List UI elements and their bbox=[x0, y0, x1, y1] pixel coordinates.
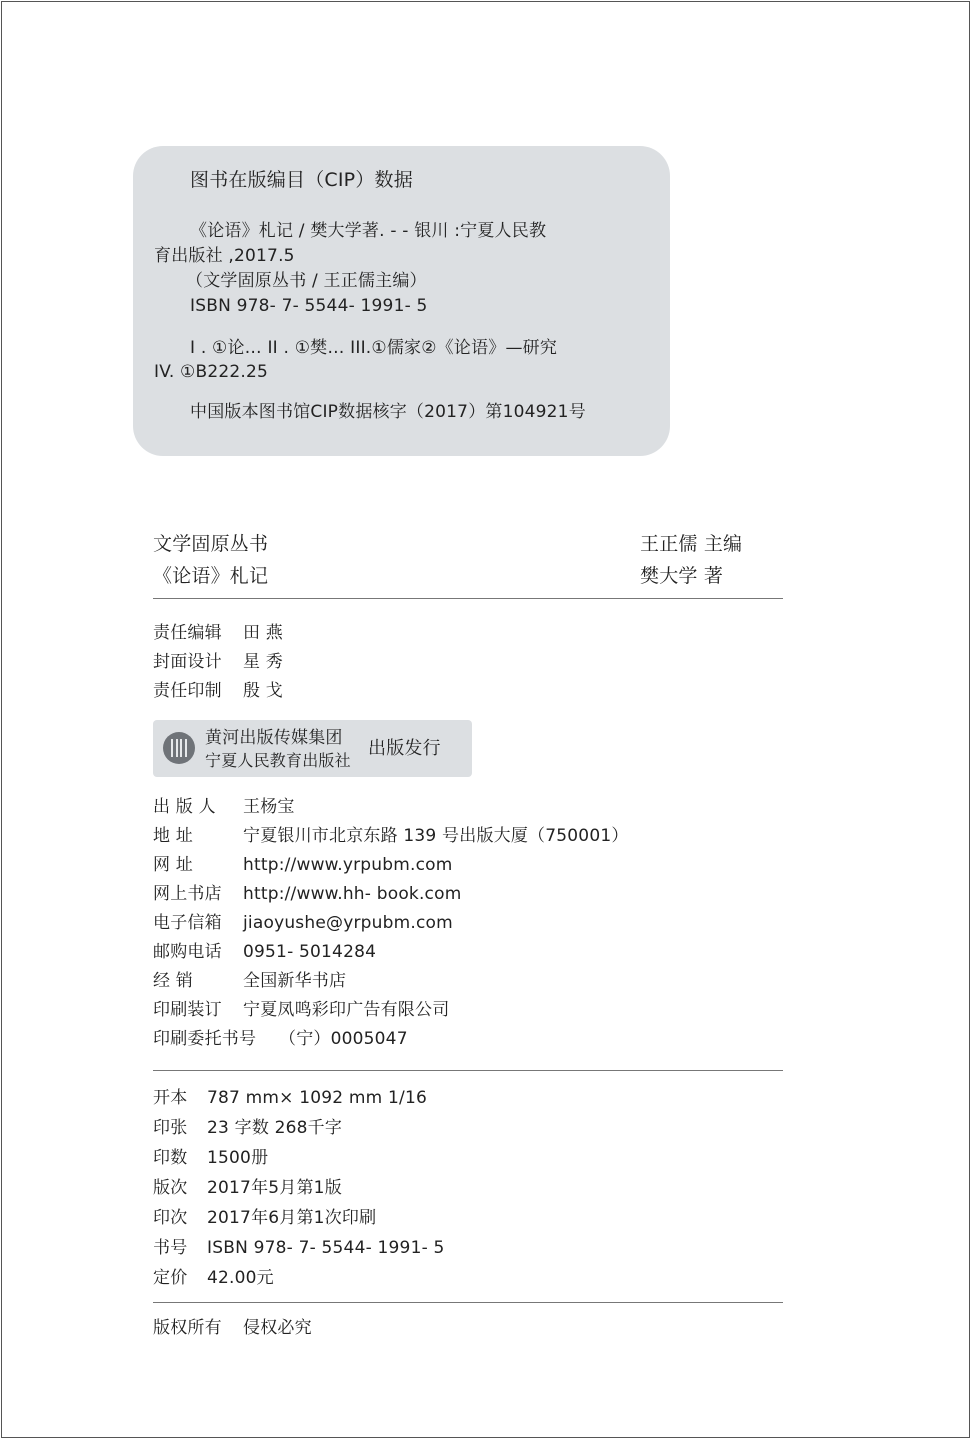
spec-label: 版次 bbox=[153, 1178, 188, 1198]
cip-line-2: 育出版社 ,2017.5 bbox=[154, 246, 295, 266]
staff-label: 责任印制 bbox=[153, 681, 222, 701]
copyright-value: 侵权必究 bbox=[243, 1318, 312, 1338]
publisher-house: 宁夏人民教育出版社 bbox=[205, 751, 351, 770]
staff-value: 星 秀 bbox=[243, 652, 284, 672]
info-label: 地 址 bbox=[153, 826, 194, 846]
info-label: 邮购电话 bbox=[153, 942, 222, 962]
spec-value: 2017年5月第1版 bbox=[207, 1178, 342, 1198]
info-value: jiaoyushe@yrpubm.com bbox=[243, 913, 453, 933]
series-name: 文学固原丛书 bbox=[153, 533, 269, 555]
spec-value: ISBN 978- 7- 5544- 1991- 5 bbox=[207, 1238, 445, 1258]
cip-isbn: ISBN 978- 7- 5544- 1991- 5 bbox=[190, 296, 428, 316]
info-value: http://www.yrpubm.com bbox=[243, 855, 453, 875]
staff-value: 田 燕 bbox=[243, 623, 284, 643]
staff-label: 责任编辑 bbox=[153, 623, 222, 643]
spec-value: 787 mm× 1092 mm 1/16 bbox=[207, 1088, 427, 1108]
cip-line-1: 《论语》札记 / 樊大学著. - - 银川 :宁夏人民教 bbox=[190, 221, 547, 241]
info-value: 全国新华书店 bbox=[243, 971, 347, 991]
divider bbox=[153, 1302, 783, 1303]
spec-value: 23 字数 268千字 bbox=[207, 1118, 343, 1138]
spec-label: 印数 bbox=[153, 1148, 188, 1168]
spec-label: 印次 bbox=[153, 1208, 188, 1228]
spec-label: 定价 bbox=[153, 1268, 188, 1288]
staff-label: 封面设计 bbox=[153, 652, 222, 672]
info-value: （宁）0005047 bbox=[279, 1029, 408, 1049]
cip-line-7: 中国版本图书馆CIP数据核字（2017）第104921号 bbox=[190, 402, 586, 422]
cip-line-5: I . ①论… II . ①樊… III.①儒家②《论语》—研究 bbox=[190, 338, 558, 358]
info-value: 宁夏银川市北京东路 139 号出版大厦（750001） bbox=[243, 826, 629, 846]
info-label: 网上书店 bbox=[153, 884, 222, 904]
staff-value: 殷 戈 bbox=[243, 681, 284, 701]
book-author: 樊大学 著 bbox=[640, 565, 724, 587]
info-value: http://www.hh- book.com bbox=[243, 884, 462, 904]
info-label: 印刷装订 bbox=[153, 1000, 222, 1020]
publisher-logo-icon bbox=[163, 732, 195, 764]
info-label: 出 版 人 bbox=[153, 797, 216, 817]
info-label: 电子信箱 bbox=[153, 913, 222, 933]
info-label: 印刷委托书号 bbox=[153, 1029, 257, 1049]
cip-line-3: （文学固原丛书 / 王正儒主编） bbox=[186, 271, 427, 291]
spec-label: 书号 bbox=[153, 1238, 188, 1258]
series-editor: 王正儒 主编 bbox=[640, 533, 743, 555]
cip-line-6: IV. ①B222.25 bbox=[154, 362, 269, 382]
cip-title: 图书在版编目（CIP）数据 bbox=[190, 169, 413, 191]
copyright-label: 版权所有 bbox=[153, 1318, 222, 1338]
spec-value: 1500册 bbox=[207, 1148, 269, 1168]
publisher-group: 黄河出版传媒集团 bbox=[205, 728, 343, 748]
publisher-role: 出版发行 bbox=[368, 738, 441, 759]
divider bbox=[153, 1070, 783, 1071]
spec-value: 2017年6月第1次印刷 bbox=[207, 1208, 377, 1228]
spec-value: 42.00元 bbox=[207, 1268, 274, 1288]
info-value: 宁夏凤鸣彩印广告有限公司 bbox=[243, 1000, 450, 1020]
info-label: 经 销 bbox=[153, 971, 194, 991]
divider bbox=[153, 598, 783, 599]
spec-label: 开本 bbox=[153, 1088, 188, 1108]
spec-label: 印张 bbox=[153, 1118, 188, 1138]
book-title: 《论语》札记 bbox=[153, 565, 269, 587]
info-label: 网 址 bbox=[153, 855, 194, 875]
info-value: 0951- 5014284 bbox=[243, 942, 377, 962]
publisher-box bbox=[153, 720, 472, 777]
info-value: 王杨宝 bbox=[243, 797, 295, 817]
